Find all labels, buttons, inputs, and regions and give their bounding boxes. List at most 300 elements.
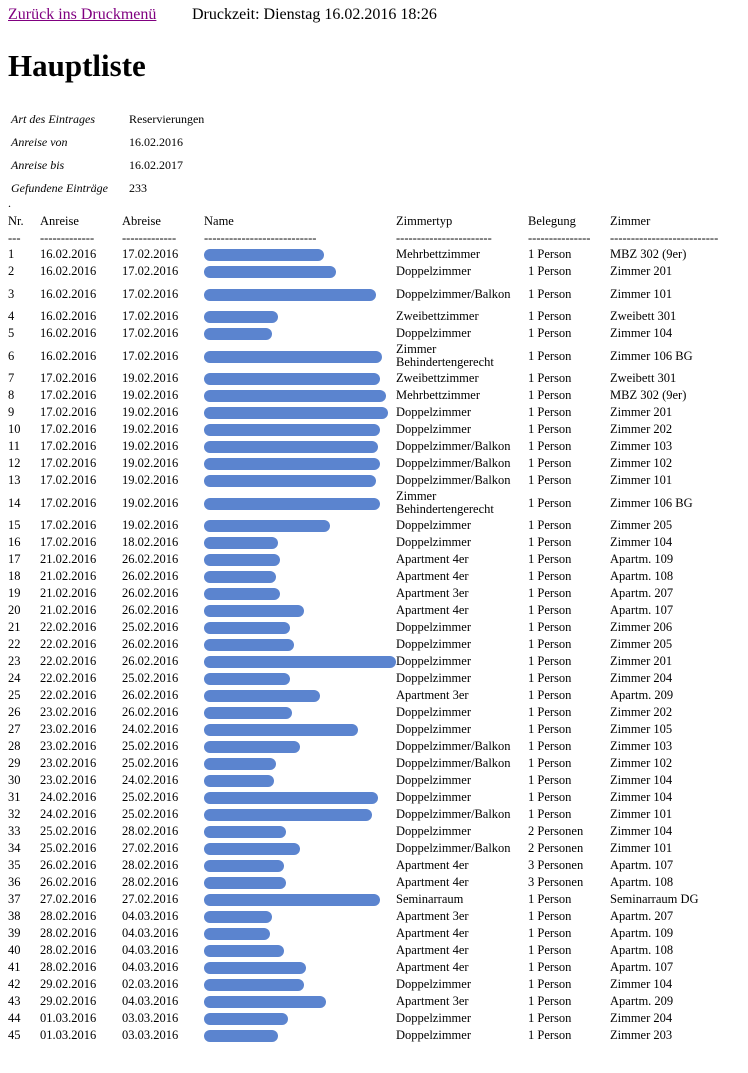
cell-zimmertyp: Apartment 3er [396, 586, 469, 600]
cell-anreise: 26.02.2016 [40, 858, 97, 872]
cell-zimmer: Zimmer 104 [610, 773, 673, 787]
meta-row [8, 108, 204, 131]
print-time: Druckzeit: Dienstag 16.02.2016 18:26 [192, 6, 437, 23]
cell-name [204, 370, 396, 387]
cell-abreise: 19.02.2016 [122, 405, 179, 419]
cell-name [204, 1027, 396, 1044]
cell-zimmer: Apartm. 108 [610, 569, 674, 583]
cell-nr: 27 [8, 722, 21, 736]
cell-nr: 41 [8, 960, 21, 974]
cell-zimmer: Zimmer 102 [610, 456, 673, 470]
cell-abreise: 04.03.2016 [122, 943, 179, 957]
cell-zimmer: Zimmer 106 BG [610, 495, 693, 510]
cell-abreise: 24.02.2016 [122, 773, 179, 787]
cell-name [204, 421, 396, 438]
cell-zimmertyp: Doppelzimmer [396, 264, 471, 278]
cell-belegung: 1 Person [528, 518, 572, 532]
cell-abreise: 28.02.2016 [122, 875, 179, 889]
column-header-name: Name [204, 214, 234, 228]
meta-row [8, 131, 204, 154]
cell-anreise: 22.02.2016 [40, 637, 97, 651]
redacted-name-mark [204, 554, 280, 566]
cell-zimmertyp: Doppelzimmer/Balkon [396, 439, 511, 453]
cell-belegung: 1 Person [528, 994, 572, 1008]
cell-abreise: 26.02.2016 [122, 603, 179, 617]
cell-zimmer: Zimmer 101 [610, 807, 673, 821]
back-to-print-menu-link[interactable]: Zurück ins Druckmenü [8, 6, 157, 23]
cell-belegung: 1 Person [528, 909, 572, 923]
table-row [8, 636, 738, 653]
redacted-name-mark [204, 498, 380, 510]
cell-belegung: 1 Person [528, 756, 572, 770]
meta-value: Reservierungen [129, 112, 205, 126]
cell-anreise: 01.03.2016 [40, 1011, 97, 1025]
cell-nr: 23 [8, 654, 21, 668]
cell-zimmertyp: Doppelzimmer [396, 1011, 471, 1025]
cell-name [204, 908, 396, 925]
table-row [8, 246, 738, 263]
cell-zimmertyp: Doppelzimmer [396, 824, 471, 838]
cell-zimmertyp: Doppelzimmer [396, 405, 471, 419]
cell-zimmertyp: Seminarraum [396, 892, 464, 906]
cell-anreise: 23.02.2016 [40, 773, 97, 787]
table-row [8, 551, 738, 568]
redacted-name-mark [204, 520, 330, 532]
cell-zimmer: Apartm. 107 [610, 960, 674, 974]
table-row [8, 925, 738, 942]
cell-name [204, 568, 396, 585]
cell-belegung: 3 Personen [528, 858, 584, 872]
cell-zimmer: Zimmer 203 [610, 1028, 673, 1042]
cell-nr: 3 [8, 286, 15, 301]
cell-zimmer: Apartm. 207 [610, 586, 674, 600]
cell-anreise: 21.02.2016 [40, 552, 97, 566]
cell-name [204, 840, 396, 857]
table-row [8, 891, 738, 908]
dot-marker: . [8, 196, 11, 210]
table-row [8, 840, 738, 857]
cell-nr: 5 [8, 326, 15, 340]
table-row [8, 857, 738, 874]
redacted-name-mark [204, 860, 284, 872]
cell-name [204, 874, 396, 891]
cell-abreise: 04.03.2016 [122, 926, 179, 940]
cell-abreise: 25.02.2016 [122, 756, 179, 770]
table-separator-row [8, 231, 738, 246]
table-row [8, 721, 738, 738]
cell-zimmer: Apartm. 109 [610, 552, 674, 566]
cell-name [204, 517, 396, 534]
table-row [8, 489, 738, 517]
cell-belegung: 1 Person [528, 807, 572, 821]
cell-belegung: 1 Person [528, 773, 572, 787]
cell-zimmer: Zimmer 205 [610, 518, 673, 532]
cell-zimmer: Zweibett 301 [610, 309, 677, 323]
cell-zimmertyp: Apartment 4er [396, 552, 469, 566]
page-title: Hauptliste [8, 48, 146, 83]
cell-zimmer: Apartm. 107 [610, 858, 674, 872]
cell-belegung: 1 Person [528, 348, 572, 363]
cell-anreise: 16.02.2016 [40, 247, 97, 261]
redacted-name-mark [204, 537, 278, 549]
cell-name [204, 551, 396, 568]
cell-zimmer: Apartm. 107 [610, 603, 674, 617]
cell-name [204, 246, 396, 263]
table-row [8, 653, 738, 670]
cell-name [204, 721, 396, 738]
cell-belegung: 1 Person [528, 264, 572, 278]
cell-nr: 39 [8, 926, 21, 940]
cell-nr: 34 [8, 841, 21, 855]
meta-table [8, 108, 204, 200]
cell-anreise: 16.02.2016 [40, 286, 97, 301]
table-row [8, 325, 738, 342]
separator: -------------------------- [610, 231, 719, 245]
cell-belegung: 2 Personen [528, 824, 584, 838]
table-row [8, 421, 738, 438]
cell-zimmertyp: Apartment 4er [396, 603, 469, 617]
cell-belegung: 1 Person [528, 654, 572, 668]
cell-anreise: 21.02.2016 [40, 586, 97, 600]
cell-nr: 22 [8, 637, 21, 651]
cell-anreise: 17.02.2016 [40, 495, 97, 510]
cell-zimmer: Zimmer 104 [610, 977, 673, 991]
cell-name [204, 308, 396, 325]
cell-zimmertyp: Apartment 4er [396, 875, 469, 889]
table-row [8, 976, 738, 993]
cell-belegung: 1 Person [528, 977, 572, 991]
cell-zimmertyp: Doppelzimmer [396, 637, 471, 651]
table-row [8, 942, 738, 959]
cell-belegung: 1 Person [528, 405, 572, 419]
redacted-name-mark [204, 289, 376, 301]
cell-anreise: 17.02.2016 [40, 388, 97, 402]
cell-abreise: 04.03.2016 [122, 960, 179, 974]
redacted-name-mark [204, 979, 304, 991]
table-row [8, 1010, 738, 1027]
cell-abreise: 25.02.2016 [122, 620, 179, 634]
redacted-name-mark [204, 424, 380, 436]
cell-zimmertyp: Zweibettzimmer [396, 371, 479, 385]
cell-zimmertyp: Doppelzimmer [396, 977, 471, 991]
redacted-name-mark [204, 656, 396, 668]
cell-zimmer: Zimmer 202 [610, 422, 673, 436]
cell-belegung: 1 Person [528, 586, 572, 600]
cell-zimmer: Zimmer 104 [610, 535, 673, 549]
table-row [8, 908, 738, 925]
table-row [8, 823, 738, 840]
cell-abreise: 19.02.2016 [122, 456, 179, 470]
cell-abreise: 19.02.2016 [122, 473, 179, 487]
redacted-name-mark [204, 894, 380, 906]
cell-abreise: 19.02.2016 [122, 371, 179, 385]
reservations-table [8, 212, 738, 1044]
redacted-name-mark [204, 588, 280, 600]
cell-anreise: 17.02.2016 [40, 535, 97, 549]
table-row [8, 404, 738, 421]
cell-belegung: 3 Personen [528, 875, 584, 889]
cell-abreise: 17.02.2016 [122, 326, 179, 340]
cell-abreise: 26.02.2016 [122, 654, 179, 668]
redacted-name-mark [204, 928, 270, 940]
redacted-name-mark [204, 843, 300, 855]
cell-zimmer: MBZ 302 (9er) [610, 388, 687, 402]
cell-abreise: 17.02.2016 [122, 348, 179, 363]
cell-nr: 33 [8, 824, 21, 838]
cell-zimmertyp: Doppelzimmer [396, 535, 471, 549]
cell-abreise: 19.02.2016 [122, 518, 179, 532]
cell-nr: 14 [8, 495, 21, 510]
cell-abreise: 26.02.2016 [122, 705, 179, 719]
cell-nr: 32 [8, 807, 21, 821]
redacted-name-mark [204, 996, 326, 1008]
cell-anreise: 01.03.2016 [40, 1028, 97, 1042]
table-row [8, 619, 738, 636]
table-row [8, 387, 738, 404]
cell-zimmertyp: Zimmer Behindertengerecht [396, 342, 494, 369]
cell-name [204, 687, 396, 704]
cell-name [204, 789, 396, 806]
cell-name [204, 387, 396, 404]
cell-name [204, 342, 396, 370]
cell-zimmertyp: Doppelzimmer [396, 654, 471, 668]
table-row [8, 738, 738, 755]
cell-zimmertyp: Doppelzimmer [396, 722, 471, 736]
meta-value: 16.02.2016 [129, 135, 183, 149]
cell-anreise: 23.02.2016 [40, 705, 97, 719]
cell-anreise: 21.02.2016 [40, 603, 97, 617]
cell-belegung: 1 Person [528, 1028, 572, 1042]
cell-zimmer: Zimmer 104 [610, 824, 673, 838]
redacted-name-mark [204, 911, 272, 923]
cell-abreise: 27.02.2016 [122, 841, 179, 855]
cell-abreise: 24.02.2016 [122, 722, 179, 736]
cell-belegung: 1 Person [528, 326, 572, 340]
cell-zimmertyp: Mehrbettzimmer [396, 247, 480, 261]
cell-nr: 45 [8, 1028, 21, 1042]
table-row [8, 280, 738, 308]
cell-anreise: 17.02.2016 [40, 518, 97, 532]
cell-nr: 31 [8, 790, 21, 804]
cell-anreise: 22.02.2016 [40, 620, 97, 634]
cell-zimmertyp: Doppelzimmer [396, 518, 471, 532]
cell-zimmertyp: Doppelzimmer [396, 790, 471, 804]
cell-zimmertyp: Apartment 4er [396, 960, 469, 974]
separator: --- [8, 231, 21, 245]
cell-zimmertyp: Apartment 4er [396, 858, 469, 872]
cell-zimmer: Apartm. 108 [610, 943, 674, 957]
cell-belegung: 1 Person [528, 422, 572, 436]
cell-anreise: 16.02.2016 [40, 264, 97, 278]
column-header-zimmertyp: Zimmertyp [396, 214, 453, 228]
cell-belegung: 2 Personen [528, 841, 584, 855]
cell-nr: 7 [8, 371, 15, 385]
cell-name [204, 263, 396, 280]
cell-abreise: 25.02.2016 [122, 739, 179, 753]
cell-anreise: 16.02.2016 [40, 348, 97, 363]
redacted-name-mark [204, 690, 320, 702]
cell-zimmertyp: Apartment 4er [396, 569, 469, 583]
cell-belegung: 1 Person [528, 739, 572, 753]
meta-row [8, 177, 204, 200]
cell-zimmer: Zimmer 202 [610, 705, 673, 719]
cell-nr: 17 [8, 552, 21, 566]
cell-zimmer: Zimmer 104 [610, 790, 673, 804]
table-row [8, 534, 738, 551]
cell-abreise: 26.02.2016 [122, 586, 179, 600]
cell-zimmer: Zweibett 301 [610, 371, 677, 385]
cell-zimmer: Zimmer 206 [610, 620, 673, 634]
cell-abreise: 25.02.2016 [122, 671, 179, 685]
cell-nr: 37 [8, 892, 21, 906]
column-header-belegung: Belegung [528, 214, 576, 228]
cell-belegung: 1 Person [528, 309, 572, 323]
cell-name [204, 619, 396, 636]
cell-zimmer: Apartm. 109 [610, 926, 674, 940]
cell-zimmer: Zimmer 105 [610, 722, 673, 736]
cell-abreise: 18.02.2016 [122, 535, 179, 549]
cell-abreise: 26.02.2016 [122, 552, 179, 566]
cell-zimmer: Zimmer 201 [610, 405, 673, 419]
table-row [8, 1027, 738, 1044]
cell-nr: 43 [8, 994, 21, 1008]
redacted-name-mark [204, 373, 380, 385]
cell-belegung: 1 Person [528, 892, 572, 906]
table-row [8, 342, 738, 370]
table-row [8, 438, 738, 455]
table-row [8, 959, 738, 976]
cell-name [204, 738, 396, 755]
cell-abreise: 26.02.2016 [122, 569, 179, 583]
cell-belegung: 1 Person [528, 671, 572, 685]
cell-anreise: 23.02.2016 [40, 722, 97, 736]
meta-value: 233 [129, 181, 147, 195]
cell-anreise: 27.02.2016 [40, 892, 97, 906]
cell-name [204, 585, 396, 602]
cell-zimmertyp: Zimmer Behindertengerecht [396, 489, 494, 516]
redacted-name-mark [204, 311, 278, 323]
cell-anreise: 25.02.2016 [40, 824, 97, 838]
cell-zimmertyp: Zweibettzimmer [396, 309, 479, 323]
cell-zimmer: Zimmer 103 [610, 439, 673, 453]
table-row [8, 263, 738, 280]
redacted-name-mark [204, 775, 274, 787]
redacted-name-mark [204, 622, 290, 634]
cell-anreise: 22.02.2016 [40, 671, 97, 685]
cell-belegung: 1 Person [528, 569, 572, 583]
cell-zimmertyp: Doppelzimmer [396, 773, 471, 787]
cell-name [204, 976, 396, 993]
cell-zimmer: Apartm. 207 [610, 909, 674, 923]
table-header-row [8, 212, 738, 231]
cell-zimmer: Zimmer 102 [610, 756, 673, 770]
cell-zimmertyp: Doppelzimmer/Balkon [396, 756, 511, 770]
cell-belegung: 1 Person [528, 603, 572, 617]
redacted-name-mark [204, 741, 300, 753]
separator: ----------------------- [396, 231, 492, 245]
cell-anreise: 29.02.2016 [40, 977, 97, 991]
redacted-name-mark [204, 266, 336, 278]
cell-zimmer: Zimmer 204 [610, 671, 673, 685]
cell-zimmertyp: Doppelzimmer [396, 422, 471, 436]
cell-zimmertyp: Doppelzimmer/Balkon [396, 841, 511, 855]
cell-belegung: 1 Person [528, 705, 572, 719]
cell-name [204, 280, 396, 308]
redacted-name-mark [204, 1013, 288, 1025]
redacted-name-mark [204, 458, 380, 470]
cell-zimmertyp: Doppelzimmer [396, 671, 471, 685]
cell-name [204, 755, 396, 772]
redacted-name-mark [204, 639, 294, 651]
meta-label: Gefundene Einträge [11, 181, 108, 195]
cell-belegung: 1 Person [528, 286, 572, 301]
cell-anreise: 16.02.2016 [40, 309, 97, 323]
cell-abreise: 28.02.2016 [122, 824, 179, 838]
cell-nr: 29 [8, 756, 21, 770]
cell-zimmer: Zimmer 101 [610, 473, 673, 487]
cell-belegung: 1 Person [528, 960, 572, 974]
cell-anreise: 28.02.2016 [40, 909, 97, 923]
cell-nr: 1 [8, 247, 15, 261]
cell-zimmertyp: Doppelzimmer [396, 326, 471, 340]
cell-zimmer: Zimmer 201 [610, 654, 673, 668]
separator: ------------- [40, 231, 95, 245]
table-row [8, 806, 738, 823]
cell-name [204, 942, 396, 959]
cell-nr: 26 [8, 705, 21, 719]
cell-anreise: 28.02.2016 [40, 926, 97, 940]
cell-nr: 8 [8, 388, 15, 402]
redacted-name-mark [204, 826, 286, 838]
cell-zimmertyp: Apartment 3er [396, 909, 469, 923]
cell-zimmer: Apartm. 209 [610, 994, 674, 1008]
cell-abreise: 25.02.2016 [122, 807, 179, 821]
separator: --------------------------- [204, 231, 317, 245]
cell-belegung: 1 Person [528, 688, 572, 702]
cell-anreise: 17.02.2016 [40, 473, 97, 487]
cell-zimmertyp: Doppelzimmer [396, 620, 471, 634]
cell-nr: 15 [8, 518, 21, 532]
table-row [8, 772, 738, 789]
cell-zimmertyp: Apartment 4er [396, 943, 469, 957]
redacted-name-mark [204, 724, 358, 736]
cell-abreise: 04.03.2016 [122, 909, 179, 923]
cell-belegung: 1 Person [528, 620, 572, 634]
redacted-name-mark [204, 877, 286, 889]
cell-abreise: 02.03.2016 [122, 977, 179, 991]
cell-zimmer: MBZ 302 (9er) [610, 247, 687, 261]
cell-name [204, 653, 396, 670]
cell-abreise: 17.02.2016 [122, 247, 179, 261]
cell-name [204, 857, 396, 874]
table-row [8, 789, 738, 806]
redacted-name-mark [204, 673, 290, 685]
cell-abreise: 27.02.2016 [122, 892, 179, 906]
meta-label: Anreise von [11, 135, 68, 149]
cell-name [204, 534, 396, 551]
cell-nr: 16 [8, 535, 21, 549]
cell-anreise: 17.02.2016 [40, 456, 97, 470]
cell-anreise: 29.02.2016 [40, 994, 97, 1008]
cell-nr: 35 [8, 858, 21, 872]
cell-anreise: 24.02.2016 [40, 807, 97, 821]
cell-nr: 36 [8, 875, 21, 889]
cell-belegung: 1 Person [528, 247, 572, 261]
cell-anreise: 24.02.2016 [40, 790, 97, 804]
cell-nr: 9 [8, 405, 15, 419]
cell-zimmertyp: Doppelzimmer/Balkon [396, 456, 511, 470]
meta-label: Anreise bis [11, 158, 65, 172]
